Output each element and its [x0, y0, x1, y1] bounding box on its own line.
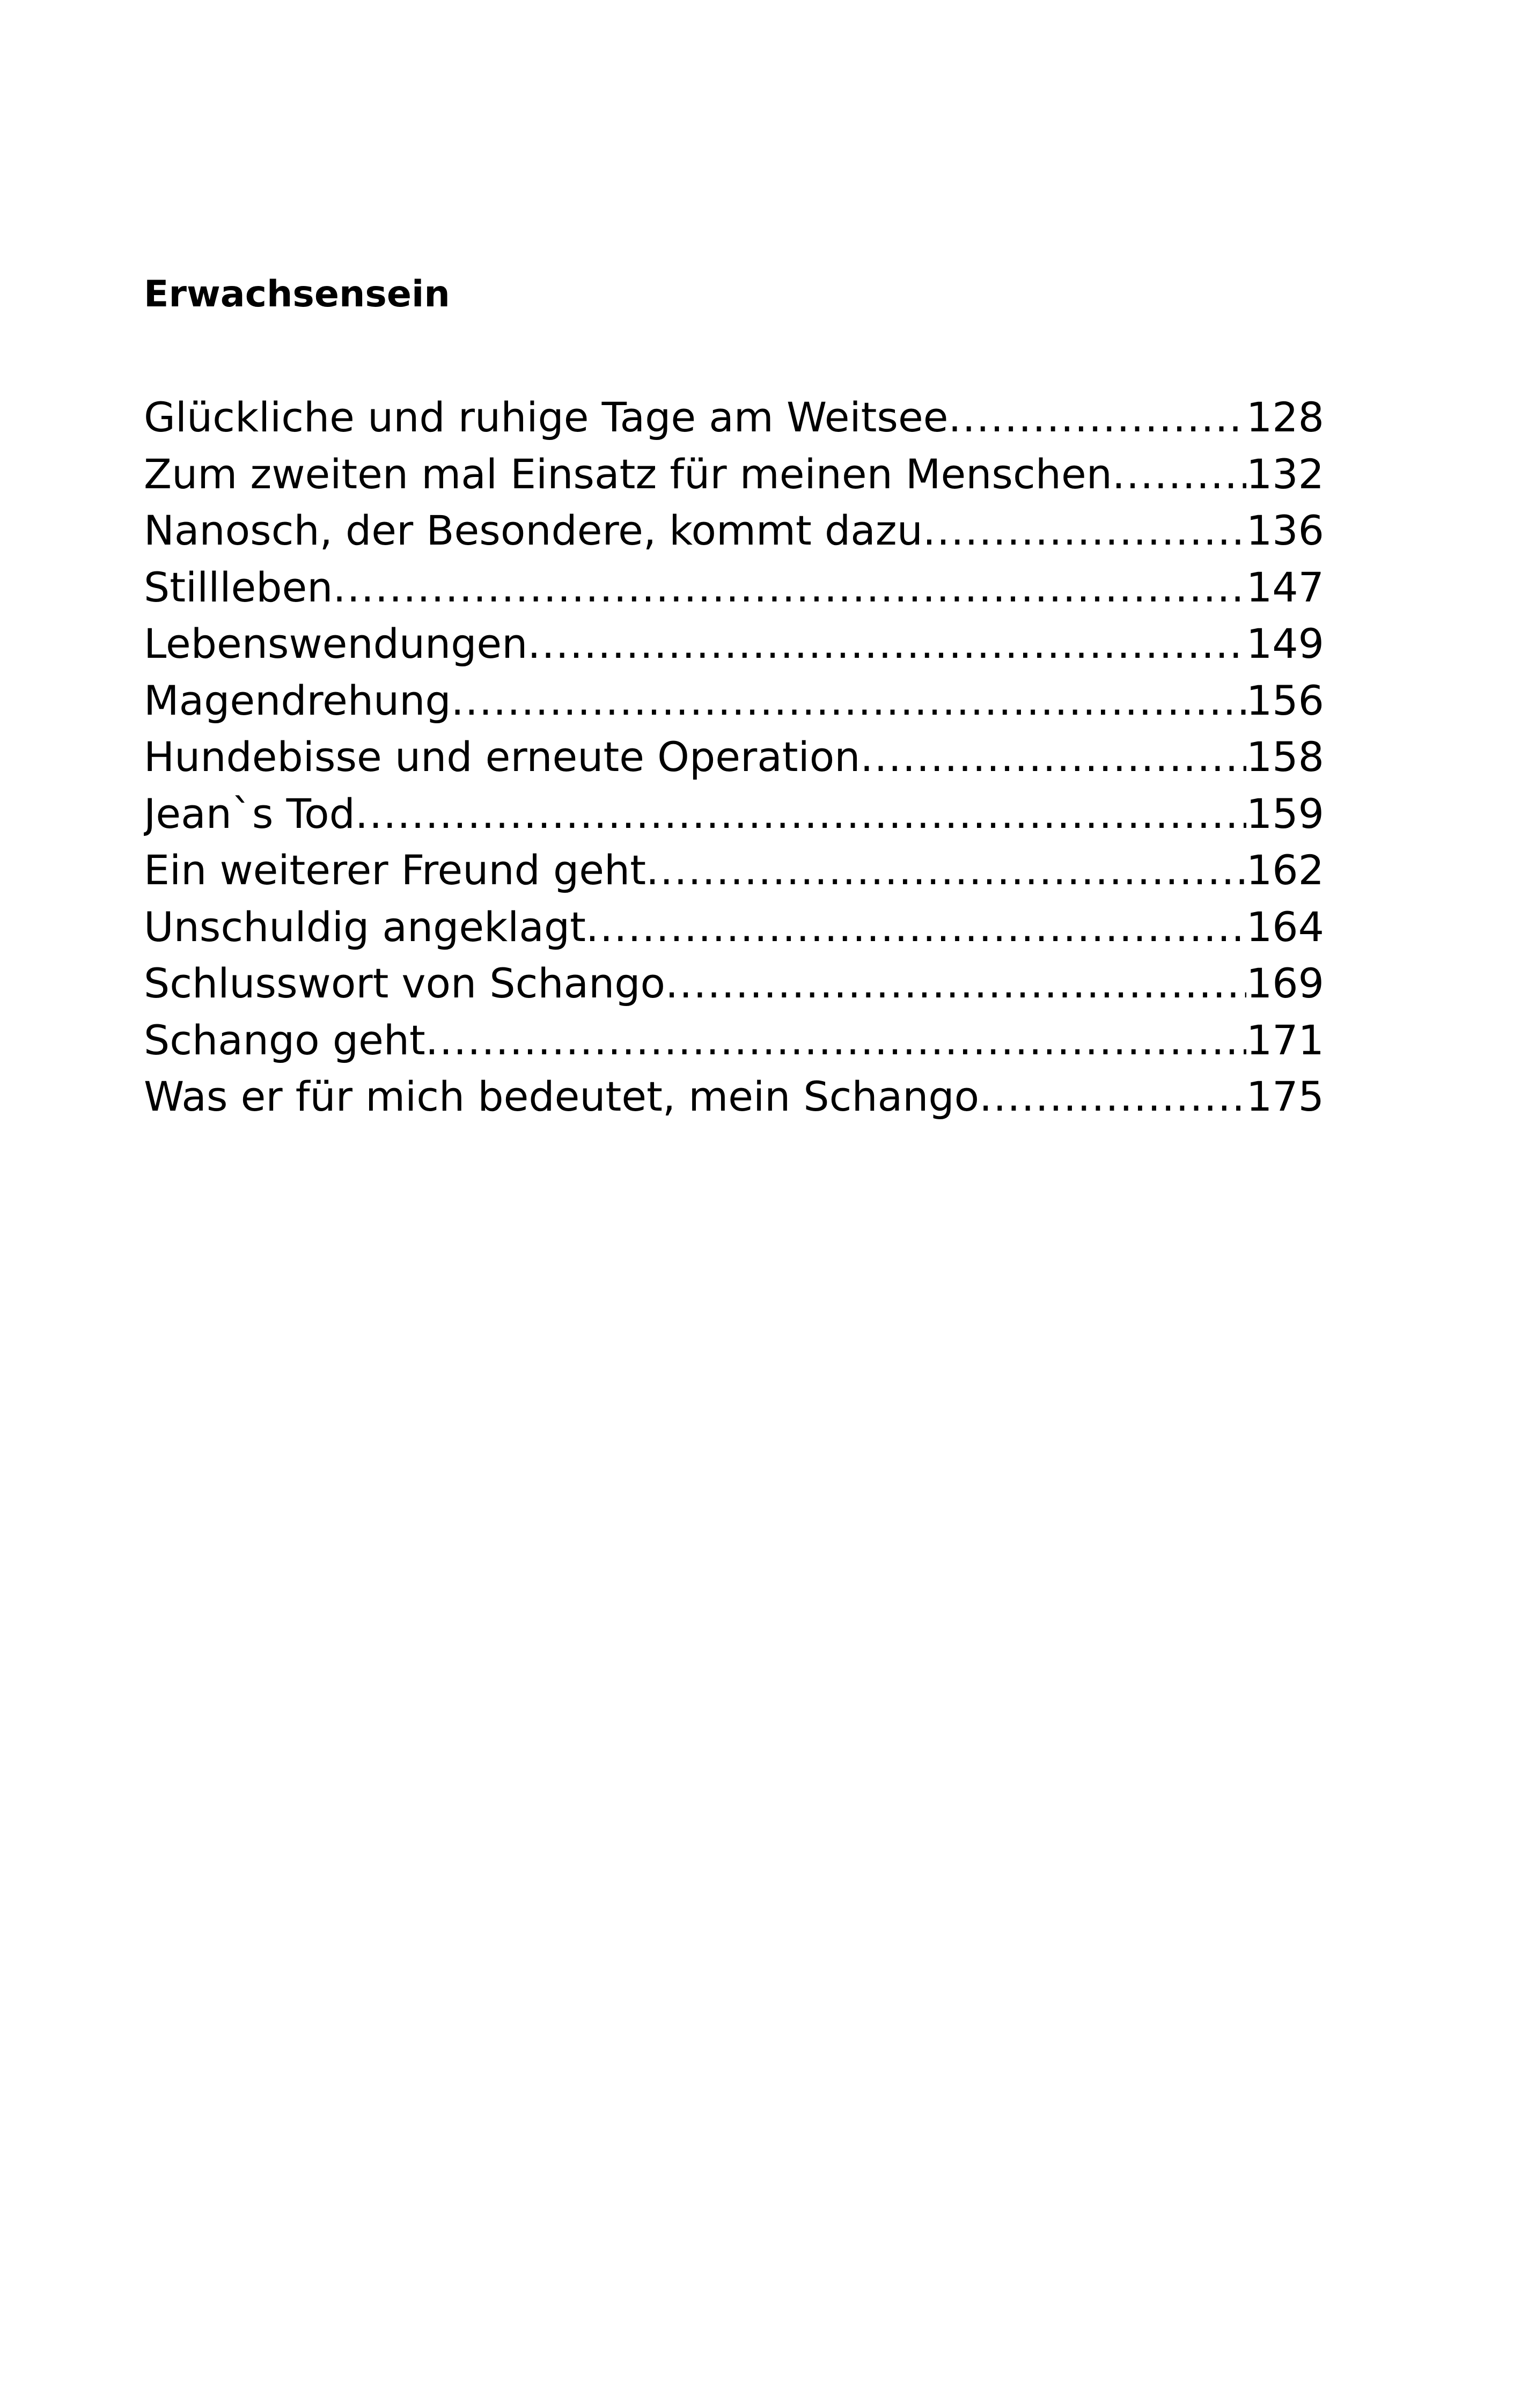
toc-dot-leader — [646, 842, 1246, 899]
toc-entry — [144, 672, 1324, 729]
toc-entry-title: Was er für mich bedeutet, mein Schango — [144, 1073, 980, 1120]
toc-entry-title: Nanosch, der Besondere, kommt dazu — [144, 506, 923, 554]
toc-dot-leader — [333, 559, 1246, 616]
toc-dot-leader — [923, 502, 1246, 559]
toc-entry — [144, 389, 1324, 446]
toc-entry-page: 158 — [1246, 733, 1324, 781]
toc-entry-page: 132 — [1246, 450, 1324, 498]
toc-entry — [144, 785, 1324, 842]
toc-entry — [144, 729, 1324, 785]
toc-entry-title: Hundebisse und erneute Operation — [144, 733, 861, 781]
toc-dot-leader — [355, 785, 1246, 842]
toc-dot-leader — [948, 389, 1246, 446]
toc-entry — [144, 559, 1324, 616]
toc-entry-title: Jean`s Tod — [144, 789, 355, 838]
toc-entry — [144, 899, 1324, 956]
toc-dot-leader — [979, 1068, 1246, 1125]
toc-entry-page: 175 — [1246, 1073, 1324, 1120]
toc-entry — [144, 1012, 1324, 1069]
toc-entry-page: 159 — [1246, 789, 1324, 838]
toc-entry — [144, 1068, 1324, 1125]
toc-entry-title: Ein weiterer Freund geht — [144, 846, 646, 894]
toc-dot-leader — [586, 899, 1246, 956]
toc-entry — [144, 502, 1324, 559]
toc-entry-title: Lebenswendungen — [144, 620, 528, 667]
toc-entry — [144, 615, 1324, 672]
toc-entry-title: Unschuldig angeklagt — [144, 902, 586, 951]
toc-dot-leader — [451, 672, 1246, 729]
toc-entry-page: 169 — [1246, 959, 1324, 1007]
toc-dot-leader — [527, 615, 1246, 672]
toc-entry-title: Glückliche und ruhige Tage am Weitsee — [144, 393, 949, 441]
toc-dot-leader — [665, 955, 1246, 1012]
toc-entry-page: 164 — [1246, 902, 1324, 951]
toc-entry-title: Schlusswort von Schango — [144, 959, 666, 1007]
toc-entry-page: 156 — [1246, 676, 1324, 724]
toc-dot-leader — [1112, 446, 1246, 503]
toc-entry-page: 147 — [1246, 563, 1324, 611]
toc-entry-page: 162 — [1246, 846, 1324, 894]
toc-entry-title: Zum zweiten mal Einsatz für meinen Menschen — [144, 450, 1112, 498]
section-heading: Erwachsensein — [144, 273, 450, 315]
toc-entry — [144, 955, 1324, 1012]
toc-entry-page: 136 — [1246, 506, 1324, 554]
toc-entry-page: 149 — [1246, 620, 1324, 667]
table-of-contents — [144, 389, 1324, 1125]
toc-dot-leader — [425, 1012, 1246, 1069]
toc-entry-title: Magendrehung — [144, 676, 451, 724]
toc-entry — [144, 842, 1324, 899]
toc-entry-page: 128 — [1246, 393, 1324, 441]
toc-entry-title: Stillleben — [144, 563, 333, 611]
toc-entry-title: Schango geht — [144, 1016, 425, 1064]
toc-entry — [144, 446, 1324, 503]
toc-entry-page: 171 — [1246, 1016, 1324, 1064]
toc-dot-leader — [860, 729, 1246, 785]
